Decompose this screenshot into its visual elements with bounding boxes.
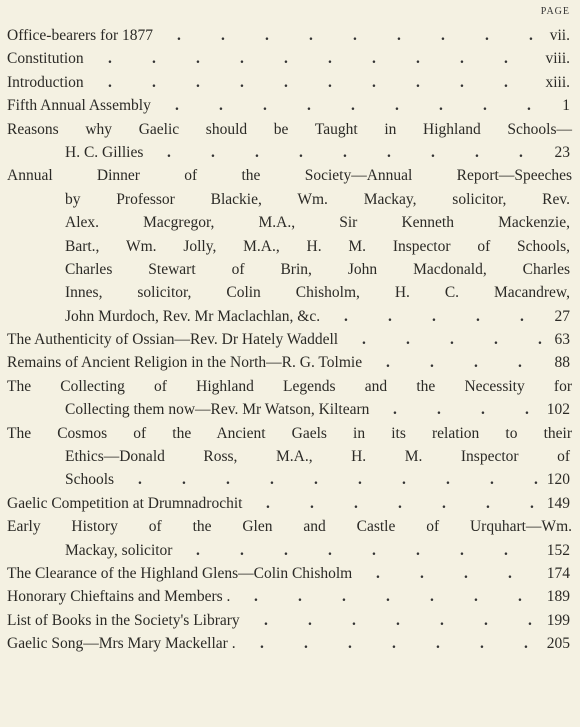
toc-line: Mackay, solicitor . . . . . . . . 152: [0, 539, 580, 562]
page-number: viii.: [545, 50, 570, 68]
entry-title-line: Honorary Chieftains and Members .: [7, 588, 231, 606]
toc-line: [0, 375, 580, 398]
toc-entry: [0, 562, 580, 585]
entry-title-line: Mackay, solicitor: [65, 541, 173, 559]
page-number: 23: [554, 143, 570, 161]
toc-line: Fifth Annual Assembly . . . . . . . . . 1: [0, 94, 580, 117]
toc-entry: [0, 585, 580, 608]
toc-entry: [0, 71, 580, 94]
toc-line: [0, 281, 580, 304]
toc-entry: [0, 351, 580, 374]
toc-line: List of Books in the Society's Library . . . . . . . 199: [0, 609, 580, 632]
toc-entry: [0, 164, 580, 328]
page-number: 88: [554, 354, 570, 372]
entry-title-line: The Collecting of Highland Legends and the Necessity for: [7, 377, 572, 395]
entry-title-line: Gaelic Competition at Drumnadrochit: [7, 494, 243, 512]
page-number: 120: [546, 471, 570, 489]
toc-entry: [0, 609, 580, 632]
toc-line: [0, 188, 580, 211]
toc-line: Remains of Ancient Religion in the North—R. G. Tolmie . . . . 88: [0, 351, 580, 374]
entry-title-line: Ethics—Donald Ross, M.A., H. M. Inspector of: [65, 448, 570, 466]
page-number: 205: [546, 635, 570, 653]
toc-line: Office-bearers for 1877 . . . . . . . . . vii.: [0, 24, 580, 47]
entry-title-line: by Professor Blackie, Wm. Mackay, solicitor, Rev.: [65, 190, 570, 208]
entry-title-line: Bart., Wm. Jolly, M.A., H. M. Inspector of Schools,: [65, 237, 570, 255]
toc-line: [0, 515, 580, 538]
toc-line: [0, 445, 580, 468]
toc-line: Gaelic Song—Mrs Mary Mackellar . . . . . . . . 205: [0, 632, 580, 655]
toc-line: Schools . . . . . . . . . . 120: [0, 468, 580, 491]
entry-title-line: List of Books in the Society's Library: [7, 611, 240, 629]
entry-title-line: The Authenticity of Ossian—Rev. Dr Hately Waddell: [7, 331, 339, 349]
toc-line: [0, 235, 580, 258]
toc-entry: [0, 492, 580, 515]
toc-line: The Clearance of the Highland Glens—Colin Chisholm . . . . 174: [0, 562, 580, 585]
toc-line: Collecting them now—Rev. Mr Watson, Kiltearn . . . . 102: [0, 398, 580, 421]
entry-title-line: Office-bearers for 1877: [7, 27, 154, 44]
toc-entry: [0, 94, 580, 117]
entry-title-line: Introduction: [7, 73, 84, 91]
toc-entry: [0, 47, 580, 70]
entry-title-line: Schools: [65, 471, 115, 489]
page-number: 1: [562, 97, 570, 115]
entry-title-line: Fifth Annual Assembly: [7, 97, 151, 115]
page-number: 199: [546, 611, 570, 629]
toc-line: Gaelic Competition at Drumnadrochit . . . . . . . 149: [0, 492, 580, 515]
entry-title-line: John Murdoch, Rev. Mr Maclachlan, &c.: [65, 307, 321, 325]
page-column-header: PAGE: [540, 6, 570, 17]
page-number: 189: [546, 588, 570, 606]
page-number: 174: [546, 564, 570, 582]
toc-entry: [0, 118, 580, 165]
page-number: 152: [546, 541, 570, 559]
entry-title-line: Remains of Ancient Religion in the North—R. G. Tolmie: [7, 354, 363, 372]
toc-entry: [0, 24, 580, 47]
toc-entry: [0, 375, 580, 422]
entry-title-line: H. C. Gillies: [65, 143, 144, 161]
toc-line: [0, 258, 580, 281]
entry-title-line: Constitution: [7, 50, 84, 68]
toc-entry: [0, 632, 580, 655]
page-number: 102: [546, 401, 570, 419]
toc-line: [0, 211, 580, 234]
entry-title-line: The Clearance of the Highland Glens—Colin Chisholm: [7, 564, 353, 582]
toc-line: [0, 164, 580, 187]
page-number: xiii.: [545, 73, 570, 91]
toc-line: [0, 118, 580, 141]
toc-entry: [0, 328, 580, 351]
toc-entry: [0, 422, 580, 492]
entry-title-line: Innes, solicitor, Colin Chisholm, H. C. Macandrew,: [65, 284, 570, 302]
toc-line: Constitution . . . . . . . . . . viii.: [0, 47, 580, 70]
toc-line: Introduction . . . . . . . . . . xiii.: [0, 71, 580, 94]
entry-title-line: Reasons why Gaelic should be Taught in Highland Schools—: [7, 120, 572, 138]
table-of-contents: [0, 24, 580, 656]
entry-title-line: Early History of the Glen and Castle of Urquhart—Wm.: [7, 518, 572, 536]
page-number: 149: [546, 494, 570, 512]
page-number: 27: [554, 307, 570, 325]
entry-title-line: The Cosmos of the Ancient Gaels in its relation to their: [7, 424, 572, 442]
toc-line: [0, 422, 580, 445]
toc-entry: [0, 515, 580, 562]
entry-title-line: Annual Dinner of the Society—Annual Report—Speeches: [7, 167, 572, 185]
toc-line: Honorary Chieftains and Members . . . . . . . . 189: [0, 585, 580, 608]
page-number: 63: [554, 331, 570, 349]
entry-title-line: Alex. Macgregor, M.A., Sir Kenneth Mackenzie,: [65, 214, 570, 232]
page-number: vii.: [549, 27, 570, 44]
toc-line: The Authenticity of Ossian—Rev. Dr Hately Waddell . . . . . 63: [0, 328, 580, 351]
entry-title-line: Collecting them now—Rev. Mr Watson, Kiltearn: [65, 401, 370, 419]
toc-line: John Murdoch, Rev. Mr Maclachlan, &c. . . . . . 27: [0, 305, 580, 328]
entry-title-line: Gaelic Song—Mrs Mary Mackellar .: [7, 635, 236, 653]
entry-title-line: Charles Stewart of Brin, John Macdonald, Charles: [65, 260, 570, 278]
toc-line: H. C. Gillies . . . . . . . . . 23: [0, 141, 580, 164]
